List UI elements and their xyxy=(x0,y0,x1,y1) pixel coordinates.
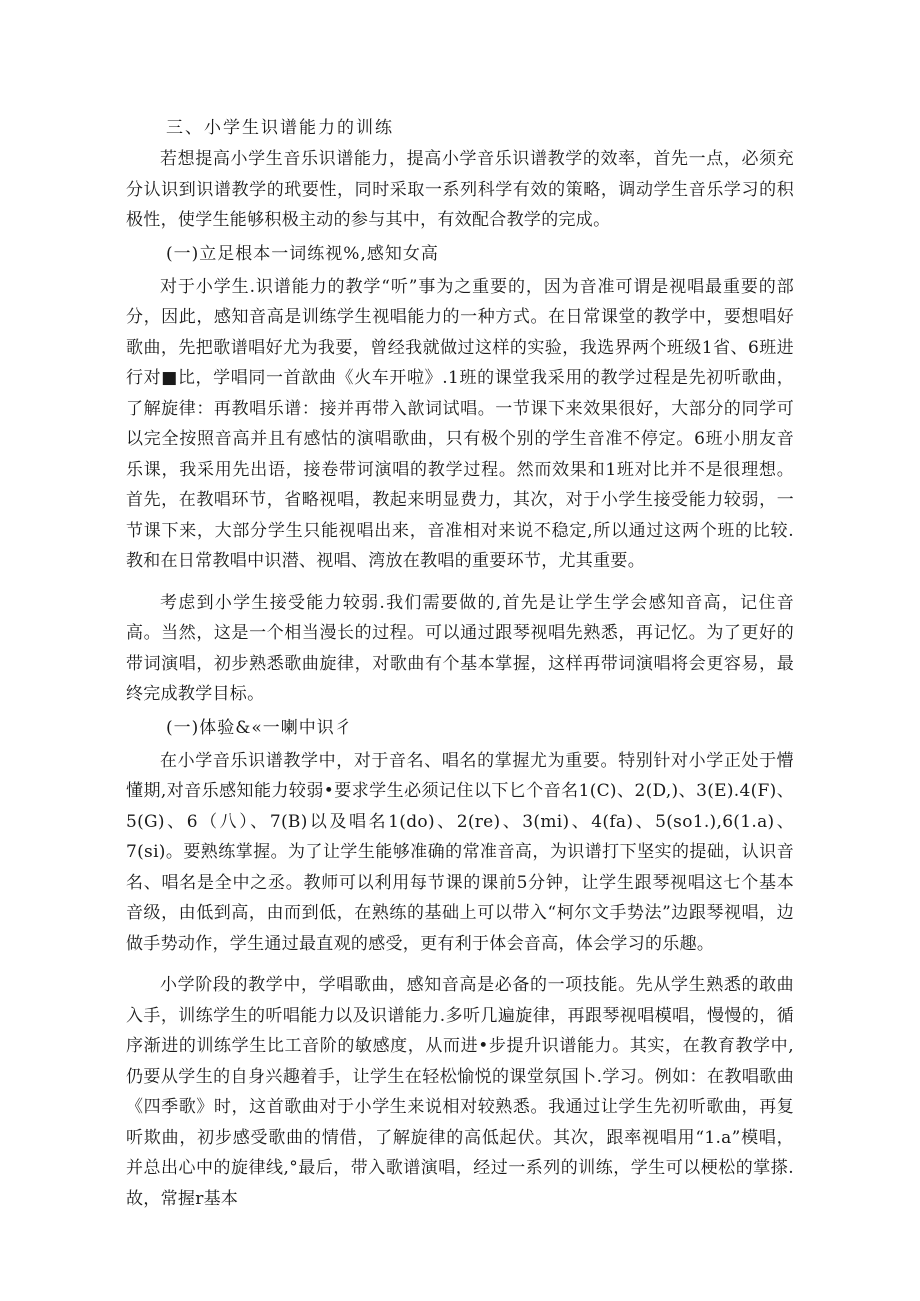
subsection-1-paragraph-2: 考虑到小学生接受能力较弱.我们需要做的,首先是让学生学会感知音高，记住音高。当然，这是一个相当漫长的过程。可以通过跟琴视唱先熟悉，再记忆。为了更好的带词演唱，初步熟悉歌曲旋律，对歌曲有个基本掌握，这样再带词演唱将会更容易，最终完成教学目标。 xyxy=(126,592,794,704)
subsection-heading-2: (一)体验&«一喇中识彳 xyxy=(166,717,353,738)
section-heading: 三、小学生识谱能力的训练 xyxy=(166,118,394,138)
intro-paragraph: 若想提高小学生音乐识谱能力，提高小学音乐识谱教学的效率，首先一点，必须充分认识到识谱教学的玳要性，同时采取一系列科学有效的策略，调动学生音乐学习的积极性，使学生能够积极主动的参与其中，有效配合教学的完成。 xyxy=(126,149,794,230)
document-page xyxy=(126,112,794,1214)
subsection-1-paragraph-1: 对于小学生.识谱能力的教学“听”事为之重要的，因为音准可谓是视唱最重要的部分，因此，感知音高是训练学生视唱能力的一种方式。在日常课堂的教学中，要想唱好歌曲，先把歌谱唱好尤为我要，曾经我就做过这样的实验，我选界两个班级1省、6班进行对■比，学唱同一首歆曲《火车开啦》.1班的课堂我采用的教学过程是先初听歌曲，了解旋律：再教唱乐谱：接并再带入歆词试唱。一节课下来效果很好，大部分的同学可以完全按照音高并且有感怙的演唱歌曲，只有极个别的学生音准不停定。6班小朋友音乐课，我采用先出语，接卷带诃演唱的教学过程。然而效果和1班对比并不是很理想。首先，在教唱环节，省略视唱，教起来明显费力，其次，对于小学生接受能力较弱，一节课下来，大部分学生只能视唱出来，音准相对来说不稳定,所以通过这两个班的比较.教和在日常教唱中识潜、视唱、湾放在教唱的重要环节，尤其重要。 xyxy=(126,276,794,571)
subsection-heading-1: (一)立足根本一词练视%,感知女高 xyxy=(166,243,439,264)
subsection-2-paragraph-1: 在小学音乐识谱教学中，对于音名、唱名的掌握尤为重要。特别针对小学正处于懵懂期,对音乐感知能力较弱•要求学生必须记住以下匕个音名1(C)、2(D,)、3(E).4(F)、5(G)、6（八）、7(B)以及唱名1(do)、2(re)、3(mi)、4(fa)、5(so1.),6(1.a)、7(si)。要熟练掌握。为了让学生能够准确的常准音高，为识谱打下坚实的提础，认识音名、唱名是全中之丞。教师可以利用每节课的课前5分钟，让学生跟琴视唱这七个基本音级，由低到高，由而到低，在熟练的基础上可以带入“柯尔文手势法”边跟琴视唱，边做手势动作，学生通过最直观的感受，更有利于体会音高，体会学习的乐趣。 xyxy=(126,750,794,954)
subsection-2-paragraph-2: 小学阶段的教学中，学唱歌曲，感知音高是必备的一项技能。先从学生熟悉的敢曲入手，训练学生的听唱能力以及识谱能力.多听几遍旋律，再跟琴视唱模唱，慢慢的，循序渐进的训练学生比工音阶的敏感度，从而进•步提升识谱能力。其实，在教育教学中,仍要从学生的自身兴趣着手，让学生在轻松愉悦的课堂氛国卜.学习。例如：在教唱歌曲《四季歌》时，这首歌曲对于小学生来说相对较熟悉。我通过让学生先初听歌曲，再复听欺曲，初步感受歌曲的情借，了解旋律的高低起伏。其次，跟率视唱用“1.a”模唱，并总出心中的旋律线,°最后，带入歌谱演唱，经过一系列的训练，学生可以梗松的掌搽.故，常握r基本 xyxy=(126,975,794,1209)
